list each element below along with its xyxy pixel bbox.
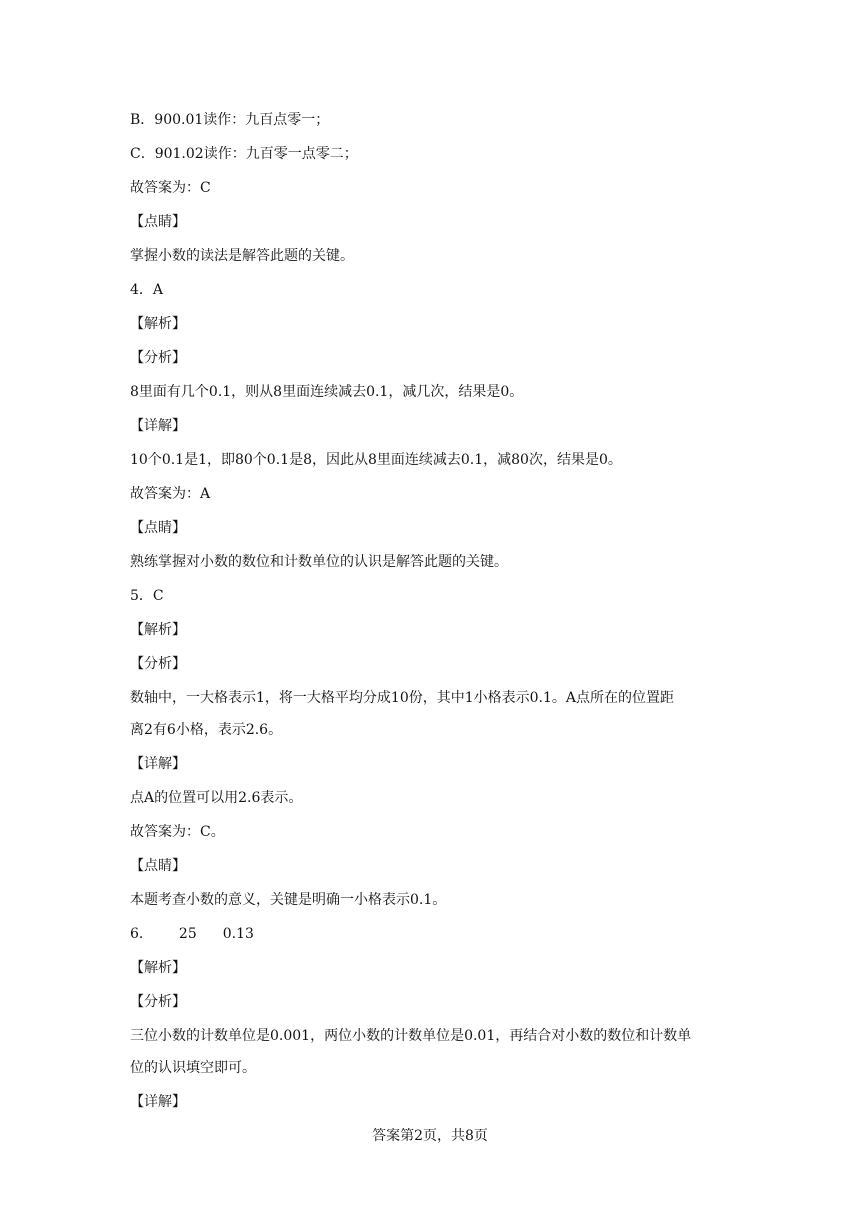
text-line: B．900.01读作：九百点零一；: [130, 112, 330, 128]
question-number: 5．C: [130, 588, 164, 604]
text-line: 本题考查小数的意义，关键是明确一小格表示0.1。: [130, 892, 447, 908]
section-heading: 【详解】: [130, 418, 186, 434]
question-6-line: [130, 924, 254, 944]
section-heading: 【分析】: [130, 350, 186, 366]
question-number: 6．: [130, 926, 153, 942]
text-line: 点A的位置可以用2.6表示。: [130, 790, 303, 806]
text-line: 三位小数的计数单位是0.001，两位小数的计数单位是0.01，再结合对小数的数位和计数单: [130, 1028, 692, 1044]
text-line: 10个0.1是1，即80个0.1是8，因此从8里面连续减去0.1，减80次，结果是0。: [130, 452, 622, 468]
answer-blank-1: 25: [178, 926, 197, 942]
question-number: 4．A: [130, 282, 164, 298]
section-heading: 【分析】: [130, 994, 186, 1010]
section-heading: 【解析】: [130, 960, 186, 976]
text-line: 数轴中，一大格表示1，将一大格平均分成10份，其中1小格表示0.1。A点所在的位置距: [130, 690, 675, 706]
section-heading: 【点睛】: [130, 520, 186, 536]
section-heading: 【解析】: [130, 622, 186, 638]
text-line: 熟练掌握对小数的数位和计数单位的认识是解答此题的关键。: [130, 554, 508, 570]
section-heading: 【解析】: [130, 316, 186, 332]
text-line: 8里面有几个0.1，则从8里面连续减去0.1，减几次，结果是0。: [130, 384, 524, 400]
answer-blank-2: 0.13: [222, 926, 254, 942]
text-line: 故答案为：C: [130, 180, 211, 196]
text-line: 位的认识填空即可。: [130, 1060, 256, 1076]
section-heading: 【分析】: [130, 656, 186, 672]
text-line: 掌握小数的读法是解答此题的关键。: [130, 248, 354, 264]
section-heading: 【详解】: [130, 756, 186, 772]
section-heading: 【详解】: [130, 1094, 186, 1110]
page-footer: 答案第2页，共8页: [372, 1128, 488, 1144]
section-heading: 【点睛】: [130, 214, 186, 230]
section-heading: 【点睛】: [130, 858, 186, 874]
text-line: 故答案为：C。: [130, 824, 225, 840]
text-line: 离2有6小格，表示2.6。: [130, 722, 283, 738]
text-line: C．901.02读作：九百零一点零二；: [130, 146, 358, 162]
text-line: 故答案为：A: [130, 486, 211, 502]
